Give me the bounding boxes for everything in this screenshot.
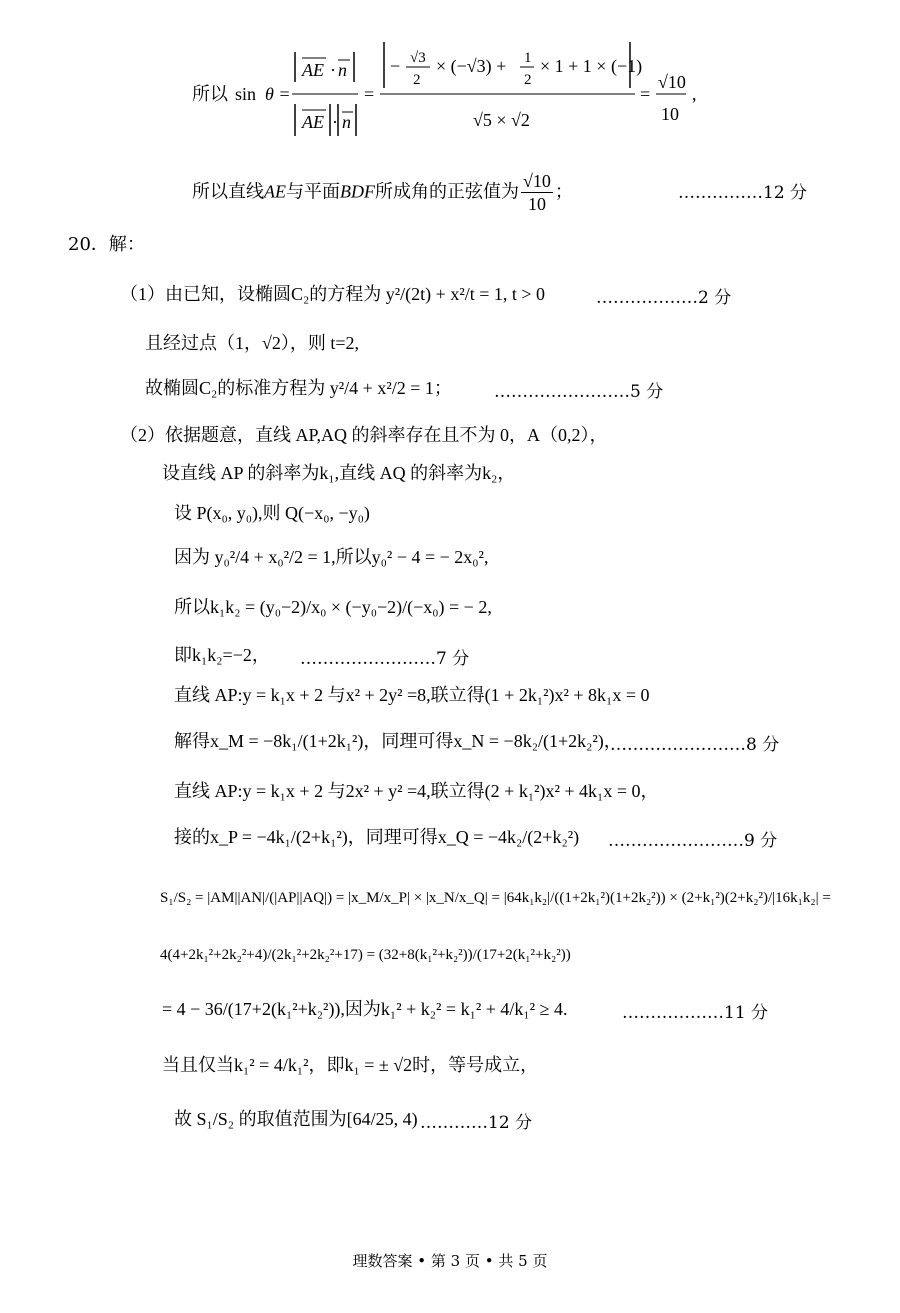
conclusion-frac-num: √10: [523, 171, 551, 191]
q20-part2-line2: 设直线 AP 的斜率为k₁,直线 AQ 的斜率为k₂，: [162, 463, 516, 483]
svg-text:n: n: [342, 112, 351, 132]
svg-text:10: 10: [661, 104, 679, 124]
score-prev-12: ……………12 分: [678, 183, 808, 203]
svg-text:,: ,: [692, 84, 697, 104]
score-12: …………12 分: [420, 1113, 533, 1133]
svg-text:sin: sin: [235, 84, 257, 104]
page-footer: 理数答案 • 第 3 页 • 共 5 页: [352, 1252, 548, 1270]
sin-theta-fraction-graphic: [180, 38, 900, 158]
svg-text:−: −: [390, 56, 401, 76]
score-2: ………………2 分: [596, 288, 732, 308]
svg-text:√3: √3: [410, 50, 426, 66]
q20-part2-line1: （2）依据题意，直线 AP,AQ 的斜率存在且不为 0，A（0,2），: [120, 425, 608, 445]
svg-text:AE: AE: [302, 60, 324, 80]
svg-text:·: ·: [332, 112, 338, 132]
q20-part2-line8: 解得x_M = −8k₁/(1+2k₁²)，同理可得x_N = −8k₂/(1+2k₂²)，: [174, 731, 622, 751]
svg-text:√10: √10: [658, 72, 686, 92]
q20-part2-line3: 设 P(x₀, y₀),则 Q(−x₀, −y₀): [174, 503, 370, 523]
svg-text:n: n: [338, 60, 347, 80]
conclusion-ae: AE: [264, 181, 286, 202]
score-7: ……………………7 分: [300, 649, 470, 669]
svg-text:·: ·: [330, 60, 336, 80]
q20-part2-line5: 所以k₁k₂ = (y₀−2)/x₀ × (−y₀−2)/(−x₀) = − 2,: [174, 597, 492, 617]
q20-part2-line4: 因为 y₀²/4 + x₀²/2 = 1,所以y₀² − 4 = − 2x₀²,: [174, 547, 489, 567]
q20-part2-line15: 故 S₁/S₂ 的取值范围为[64/25, 4): [174, 1109, 418, 1129]
conclusion-bdf: BDF: [340, 181, 375, 202]
svg-text:θ =: θ =: [265, 84, 291, 104]
q20-part1-line1: （1）由已知，设椭圆C₂的方程为 y²/(2t) + x²/t = 1, t > 0: [120, 284, 546, 304]
q20-title: 20．解：: [68, 234, 145, 255]
q20-part2-line9: 直线 AP:y = k₁x + 2 与2x² + y² =4,联立得(2 + k₁²)x² + 4k₁x = 0，: [174, 781, 659, 801]
score-5: ……………………5 分: [494, 382, 664, 402]
svg-text:× (−√3) +: × (−√3) +: [436, 56, 507, 76]
svg-text:2: 2: [524, 72, 532, 88]
svg-text:× 1 + 1 × (−1): × 1 + 1 × (−1): [540, 56, 643, 76]
svg-text:AE: AE: [302, 112, 324, 132]
score-9: ……………………9 分: [608, 831, 778, 851]
sin-prefix: 所以: [192, 84, 228, 104]
q20-part2-line14: 当且仅当k₁² = 4/k₁²，即k₁ = ± √2时，等号成立，: [162, 1055, 539, 1075]
score-11: ………………11 分: [622, 1003, 769, 1023]
svg-text:√5 × √2: √5 × √2: [473, 110, 530, 130]
q20-part1-line3: 故椭圆C₂的标准方程为 y²/4 + x²/2 = 1；: [145, 378, 452, 398]
conclusion-tail: 所成角的正弦值为: [375, 181, 519, 203]
q20-part2-line13: = 4 − 36/(17+2(k₁²+k₂²)),因为k₁² + k₂² = k₁² + 4/k₁² ≥ 4.: [162, 999, 568, 1019]
svg-text:=: =: [364, 84, 375, 104]
score-8: ……………………8 分: [610, 735, 780, 755]
conclusion-frac-den: 10: [527, 194, 546, 214]
conclusion-mid: 与平面: [286, 181, 340, 203]
q20-part2-line11: S₁/S₂ = |AM||AN|/(|AP||AQ|) = |x_M/x_P| × |x_N/x_Q| = |64k₁k₂|/((1+2k₁²)(1+2k₂²)) × (2+k₁²)(2+k₂²)/|16k₁k₂| =: [160, 890, 831, 906]
svg-text:1: 1: [524, 50, 532, 66]
conclusion-fraction: [521, 170, 553, 215]
conclusion-line: 所以直线AE与平面BDF所成角的正弦值为 $\frac{√10}{10}$ ；: [192, 171, 573, 214]
conclusion-prefix: 所以直线: [192, 181, 264, 203]
q20-part2-line12: 4(4+2k₁²+2k₂²+4)/(2k₁²+2k₂²+17) = (32+8(k₁²+k₂²))/(17+2(k₁²+k₂²)): [160, 947, 571, 963]
q20-part1-line2: 且经过点（1，√2），则 t=2,: [145, 333, 360, 353]
svg-text:=: =: [640, 84, 651, 104]
q20-part2-line10: 接的x_P = −4k₁/(2+k₁²)，同理可得x_Q = −4k₂/(2+k₂²): [174, 827, 580, 847]
q20-part2-line7: 直线 AP:y = k₁x + 2 与x² + 2y² =8,联立得(1 + 2k₁²)x² + 8k₁x = 0: [174, 685, 650, 705]
svg-text:2: 2: [413, 72, 421, 88]
q20-part2-line6: 即k₁k₂=−2，: [174, 645, 270, 665]
